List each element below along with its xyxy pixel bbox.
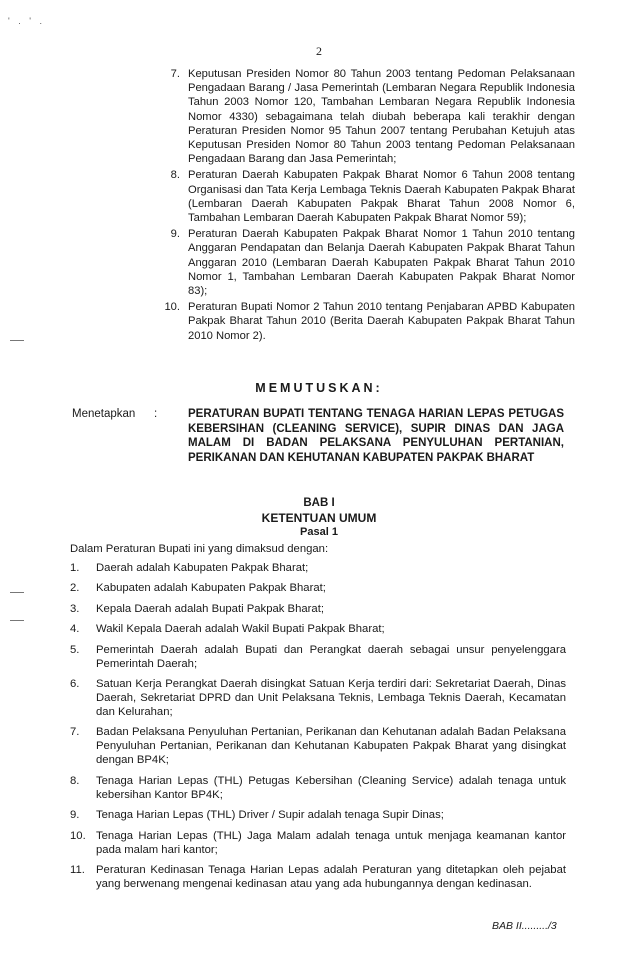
reference-number: 7.: [170, 68, 180, 80]
definition-number: 10.: [70, 829, 86, 842]
definitions-intro: Dalam Peraturan Bupati ini yang dimaksud dengan:: [70, 543, 329, 555]
reference-number: 10.: [164, 301, 180, 314]
definition-number: 5.: [70, 643, 80, 656]
reference-number: 9.: [170, 228, 180, 241]
next-page-reference: BAB II........./3: [492, 920, 557, 932]
page-number: 2: [316, 44, 322, 58]
edge-mark: [10, 340, 24, 341]
chapter-subtitle: KETENTUAN UMUM: [261, 511, 377, 525]
reference-item: [150, 168, 575, 225]
references-list: [150, 67, 575, 345]
definition-number: 6.: [70, 677, 80, 690]
definition-number: 3.: [70, 602, 80, 615]
menetapkan-colon: :: [154, 408, 158, 420]
edge-mark: [10, 620, 24, 621]
definition-item: [70, 725, 566, 767]
definition-item: [70, 808, 566, 822]
reference-item: [150, 67, 575, 166]
definition-text: Daerah adalah Kabupaten Pakpak Bharat;: [96, 562, 309, 574]
definition-number: 11.: [70, 863, 85, 876]
reference-item: [150, 300, 575, 343]
definition-item: [70, 581, 566, 595]
reference-item: [150, 227, 575, 298]
definition-text: Kepala Daerah adalah Bupati Pakpak Bharat;: [96, 602, 324, 615]
definition-number: 2.: [70, 582, 80, 595]
reference-number: 8.: [170, 169, 180, 182]
reference-text: Peraturan Bupati Nomor 2 Tahun 2010 tentang Penjabaran APBD Kabupaten Pakpak Bharat Tahun 2010 (Berita Daerah Kabupaten Pakpak Bharat Tahun 2010 Nomor 2).: [188, 301, 575, 342]
definition-number: 1.: [70, 562, 80, 574]
definition-item: [70, 863, 566, 891]
definition-item: [70, 774, 566, 802]
definition-item: [70, 561, 566, 575]
definition-text: Tenaga Harian Lepas (THL) Driver / Supir adalah tenaga Supir Dinas;: [96, 809, 444, 822]
definition-text: Peraturan Kedinasan Tenaga Harian Lepas adalah Peraturan yang ditetapkan oleh pejabat yang berwenang mengenai kedinasan atau yang ada hubungannya dengan kedinasan.: [96, 863, 566, 890]
menetapkan-label: Menetapkan: [72, 408, 136, 420]
edge-mark: [10, 592, 24, 593]
definition-item: [70, 622, 566, 636]
memutuskan-heading: MEMUTUSKAN:: [255, 381, 383, 395]
definition-text: Tenaga Harian Lepas (THL) Jaga Malam adalah tenaga untuk menjaga keamanan kantor pada malam hari kantor;: [96, 829, 566, 856]
chapter-title: BAB I: [303, 497, 335, 509]
definition-item: [70, 829, 566, 857]
definition-item: [70, 677, 566, 719]
reference-text: Peraturan Daerah Kabupaten Pakpak Bharat Nomor 1 Tahun 2010 tentang Anggaran Pendapatan dan Belanja Daerah Kabupaten Pakpak Bharat Tahun Anggaran 2010 (Lembaran Daerah Kabupaten Pakpak Bharat Tahun 2010 Nomor 1, Tambahan Lembaran Daerah Kabupaten Pakpak Bharat Nomor 83);: [188, 228, 575, 298]
reference-text: Keputusan Presiden Nomor 80 Tahun 2003 tentang Pedoman Pelaksanaan Pengadaan Barang / Jasa Pemerintah (Lembaran Negara Republik Indonesia Tahun 2003 Nomor 120, Tambahan Lembaran Negara Republik Indonesia Nomor 4330) sebagaimana telah diubah beberapa kali terakhir dengan Peraturan Presiden Nomor 95 Tahun 2007 tentang Perubahan Ketujuh atas Keputusan Presiden Nomor 80 Tahun 2003 tentang Pedoman Pelaksanaan Pengadaan Barang dan Jasa Pemerintah;: [188, 68, 575, 166]
definition-text: Kabupaten adalah Kabupaten Pakpak Bharat;: [96, 582, 326, 595]
definition-number: 4.: [70, 623, 80, 636]
definition-number: 8.: [70, 774, 80, 787]
article-heading: Pasal 1: [300, 526, 338, 538]
menetapkan-text: PERATURAN BUPATI TENTANG TENAGA HARIAN LEPAS PETUGAS KEBERSIHAN (CLEANING SERVICE), SUPIR DINAS DAN JAGA MALAM DI BADAN PELAKSANA PENYULUHAN PERTANIAN, PERIKANAN DAN KEHUTANAN KABUPATEN PAKPAK BHARAT: [188, 408, 564, 464]
definition-text: Tenaga Harian Lepas (THL) Petugas Kebersihan (Cleaning Service) adalah tenaga untuk kebersihan Kantor BP4K;: [96, 774, 566, 801]
definition-item: [70, 602, 566, 616]
definition-text: Pemerintah Daerah adalah Bupati dan Perangkat daerah sebagai unsur penyelenggara Pemerintah Daerah;: [96, 643, 566, 670]
definition-number: 7.: [70, 726, 80, 739]
reference-text: Peraturan Daerah Kabupaten Pakpak Bharat Nomor 6 Tahun 2008 tentang Organisasi dan Tata Kerja Lembaga Teknis Daerah Kabupaten Pakpak Bharat (Lembaran Daerah Kabupaten Pakpak Bharat Tahun 2008 Nomor 6, Tambahan Lembaran Daerah Kabupaten Pakpak Bharat Nomor 59);: [188, 169, 575, 225]
definition-item: [70, 643, 566, 671]
definition-number: 9.: [70, 809, 80, 822]
definition-text: Satuan Kerja Perangkat Daerah disingkat Satuan Kerja terdiri dari: Sekretariat Daerah, Dinas Daerah, Sekretariat DPRD dan Unit Pelaksana Teknis, Lembaga Teknis Daerah, Kecamatan dan Kelurahan;: [96, 677, 566, 718]
definition-text: Wakil Kepala Daerah adalah Wakil Bupati Pakpak Bharat;: [96, 623, 385, 636]
scan-artifact: ' . ' .: [8, 16, 45, 26]
definition-text: Badan Pelaksana Penyuluhan Pertanian, Perikanan dan Kehutanan adalah Badan Pelaksana Penyuluhan Pertanian, Perikanan dan Kehutanan Kabupaten Pakpak Bharat yang disingkat dengan BP4K;: [96, 726, 566, 767]
definitions-list: [70, 561, 566, 897]
